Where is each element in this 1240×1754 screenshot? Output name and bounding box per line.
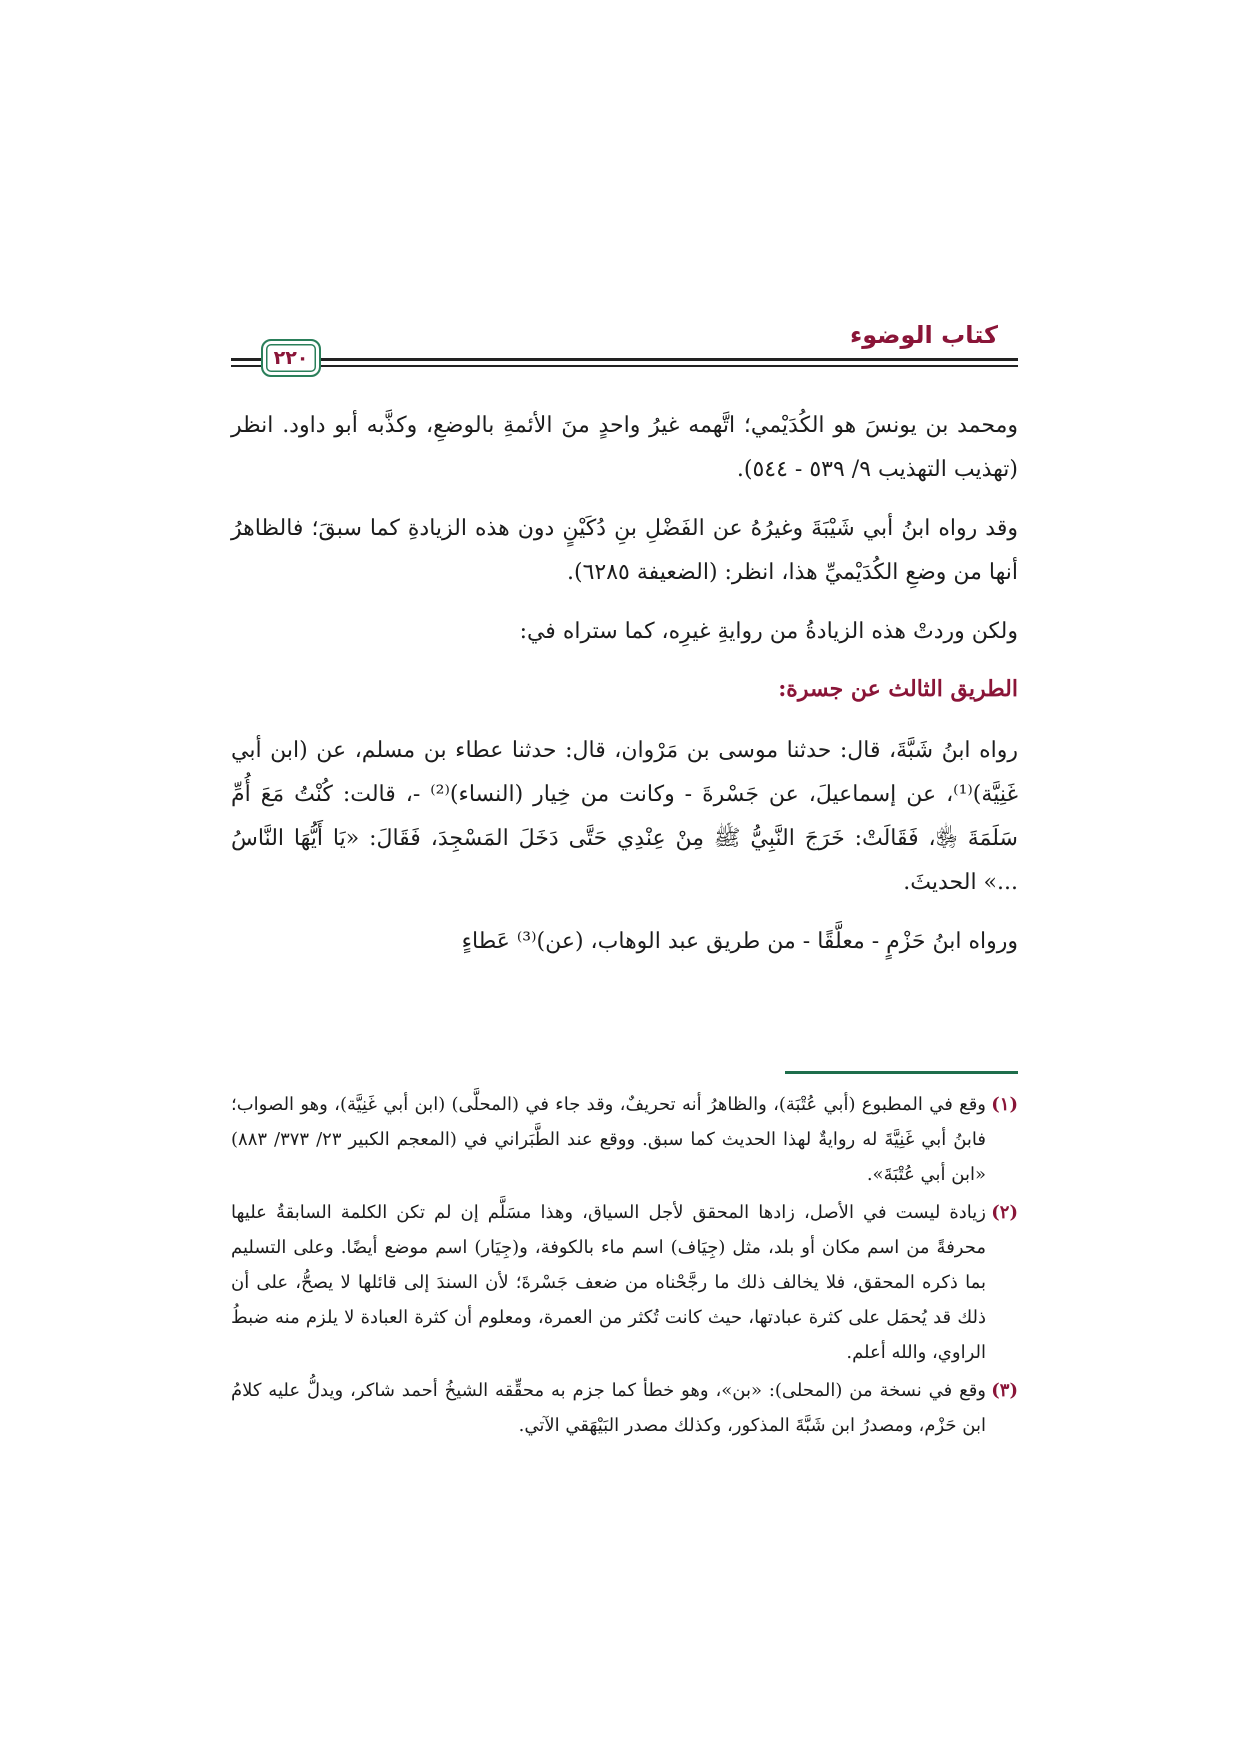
book-title: كتاب الوضوء [849,321,998,349]
paragraph: وقد رواه ابنُ أبي شَيْبَةَ وغيرُهُ عن الفَضْلِ بنِ دُكَيْنٍ دون هذه الزيادةِ كما سبقَ؛ فالظاهرُ أنها من وضعِ الكُدَيْميِّ هذا، انظر: (الضعيفة ٦٢٨٥). [231,516,1018,585]
footnote-number: (٣) [991,1380,1018,1401]
footnote-divider [785,1071,1018,1074]
footnote-number: (١) [991,1094,1018,1115]
footnote [231,1087,1018,1192]
page-header [231,318,1018,370]
footnote-text: وقع في المطبوع (أبي عُتْبَة)، والظاهرُ أنه تحريفٌ، وقد جاء في (المحلَّى) (ابن أبي غَنِيَّة)، وهو الصواب؛ فابنُ أبي غَنِيَّةَ له روايةٌ لهذا الحديث كما سبق. ووقع عند الطَّبَراني في (المعجم الكبير ٢٣/ ٣٧٣/ ٨٨٣) «ابن أبي عُتْبَةَ». [231,1094,986,1185]
header-rule-thick [231,358,1018,361]
footnotes [231,1087,1018,1446]
main-text [231,404,1018,979]
paragraph: ورواه ابنُ حَزْمٍ - معلَّقًا - من طريق عبد الوهاب، (عن)⁽³⁾ عَطاءٍ [461,929,1018,954]
paragraph: ومحمد بن يونسَ هو الكُدَيْمي؛ اتَّهمه غيرُ واحدٍ منَ الأئمةِ بالوضعِ، وكذَّبه أبو داود. انظر (تهذيب التهذيب ٩/ ٥٣٩ - ٥٤٤). [231,413,1018,482]
footnote [231,1373,1018,1443]
footnote-text: زيادة ليست في الأصل، زادها المحقق لأجل السياق، وهذا مسَلَّم إن لم تكن الكلمة السابقةُ عليها محرفةً من اسم مكان أو بلد، مثل (جِيَاف) اسم ماء بالكوفة، و(جِيَار) اسم موضع أيضًا. وعلى التسليم بما ذكره المحقق، فلا يخالف ذلك ما رجَّحْناه من ضعف جَسْرةَ؛ لأن السندَ إلى قائلها لا يصحُّ، على أن ذلك قد يُحمَل على كثرة عبادتها، حيث كانت تُكثر من العمرة، ومعلوم أن كثرة العبادة لا يلزم منه ضبطُ الراوي، والله أعلم. [231,1202,986,1363]
header-rule-thin [231,365,1018,367]
footnote-text: وقع في نسخة من (المحلى): «بن»، وهو خطأ كما جزم به محقِّقه الشيخُ أحمد شاكر، ويدلُّ عليه كلامُ ابن حَزْم، ومصدرُ ابن شَبَّةَ المذكور، وكذلك مصدر البَيْهَقي الآتي. [231,1380,986,1436]
paragraph: ولكن وردتْ هذه الزيادةُ من روايةِ غيرِه، كما ستراه في: [519,619,1018,644]
page-number: ٢٢٠ [261,339,321,377]
section-heading: الطريق الثالث عن جسرة: [778,676,1018,702]
paragraph: رواه ابنُ شَبَّةَ، قال: حدثنا موسى بن مَرْوان، قال: حدثنا عطاء بن مسلم، عن (ابن أبي غَنِيَّة)⁽¹⁾، عن إسماعيلَ، عن جَسْرةَ - وكانت من خِيار (النساء)⁽²⁾ -، قالت: كُنْتُ مَعَ أُمِّ سَلَمَةَ ﵂، فَقَالَتْ: خَرَجَ النَّبِيُّ ﷺ مِنْ عِنْدِي حَتَّى دَخَلَ المَسْجِدَ، فَقَالَ: «يَا أَيُّهَا النَّاسُ ...» الحديثَ. [231,738,1018,895]
footnote-number: (٢) [991,1202,1018,1223]
footnote [231,1195,1018,1370]
